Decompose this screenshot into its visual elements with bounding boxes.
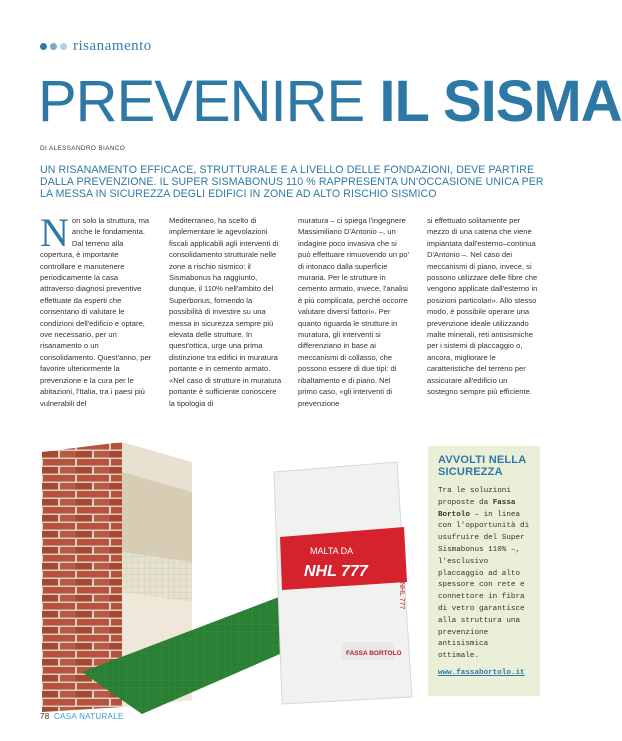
body-columns	[40, 210, 540, 430]
dropcap: N	[40, 210, 69, 255]
headline	[38, 70, 622, 134]
body-column-1	[40, 210, 153, 430]
headline-bold: IL SISMA	[379, 69, 622, 134]
section-label: risanamento	[73, 38, 152, 54]
bag-line: MALTA DA	[310, 546, 354, 556]
footer	[40, 712, 124, 721]
body-column-2: Mediterraneo, ha scelto di implementare le agevolazioni fiscali applicabili agli interventi di consolidamento strutturale nelle zone a rischio sismico: il Sismabonus ha raggiunto, dunque, il 110% nell'ambito del Superbonus, fornendo la possibilità di investire su una messa in sicurezza sempre più elevata delle strutture. In quest'ottica, urge una prima distinzione tra edifici in muratura portante e in cemento armato. «Nel caso di strutture in muratura portante è sufficiente conoscere la tipologia di	[169, 216, 282, 408]
sidebar-link[interactable]: www.fassabortolo.it	[438, 668, 525, 677]
sidebar-title: AVVOLTI NELLA SICUREZZA	[438, 454, 526, 478]
page-number: 78	[40, 712, 50, 721]
lead-paragraph: UN RISANAMENTO EFFICACE, STRUTTURALE E A LIVELLO DELLE FONDAZIONI, DEVE PARTIRE DALLA PREVENZIONE. IL SUPER SISMABONUS 110 % RAPPRESENTA UN'OCCASIONE UNICA PER LA MESSA IN SICUREZZA DEGLI EDIFICI IN ZONE AD ALTO RISCHIO SISMICO	[40, 164, 544, 200]
sidebar-text	[438, 486, 530, 663]
byline: DI ALESSANDRO BIANCO	[40, 145, 126, 152]
section-tag	[40, 38, 152, 55]
sidebar-text-after: – in linea con l'opportunità di usufruire del Super Sismabonus 110% –, l'esclusivo placcaggio ad alto spessore con rete e connettore in fibra di vetro garantisce alla struttura una prevenzione antisismica ottimale.	[438, 510, 530, 661]
section-dot	[60, 43, 67, 50]
bag-brand: FASSA BORTOLO	[346, 650, 402, 657]
magazine-name: CASA NATURALE	[54, 712, 124, 721]
body-column-3: muratura – ci spiega l'ingegnere Massimiliano D'Antonio –, un indagine poco invasiva che si può effettuare rimuovendo un po' di intonaco dalla superficie muraria. Per le strutture in cemento armato, invece, l'analisi è più complicata, perché occorre valutare diversi fattori». Per quanto riguarda le strutture in muratura, gli interventi si differenziano in base ai meccanismi di collasso, che possono essere di due tipi: di ribaltamento e di piano. Nel primo caso, «gli interventi di prevenzione	[298, 216, 410, 408]
section-dots	[40, 43, 67, 50]
mortar-bag	[274, 462, 412, 704]
product-illustration	[42, 442, 422, 717]
section-dot	[40, 43, 47, 50]
bag-product: NHL 777	[304, 563, 368, 580]
sidebar-text-before: Tra le soluzioni proposte da	[438, 487, 511, 507]
sidebar-box	[428, 446, 540, 696]
section-dot	[50, 43, 57, 50]
body-text-1: on solo la struttura, ma anche le fondamenta. Dal terreno alla copertura, è importante controllare e manutenere periodicamente la casa attraverso diagnosi preventive effettuate da esperti che consentano di valutare le condizioni dell'edificio e optare, ove necessario, per un risanamento o un consolidamento. Quest'anno, per favorire ulteriormente la prevenzione e la cura per le abitazioni, l'Italia, tra i paesi più vulnerabili del	[40, 216, 152, 408]
body-column-4: si effettuato solitamente per mezzo di una catena che viene impiantata dall'esterno–continua D'Antonio –. Nel caso dei meccanismi di piano, invece, si possono utilizzare delle fibre che vengono applicate dall'esterno in posizioni particolari». Allo stesso modo, è possibile operare una prevenzione ideale utilizzando malte minerali, reti antisismiche per i sistemi di placcaggio o, ancora, migliorare le caratteristiche del terreno per assicurare all'edificio un sostegno sempre più efficiente.	[427, 216, 538, 397]
headline-light: PREVENIRE	[38, 69, 365, 134]
sidebar-brand: Fassa Bortolo	[438, 498, 516, 519]
bag-side-label: NHL 777	[398, 582, 405, 610]
